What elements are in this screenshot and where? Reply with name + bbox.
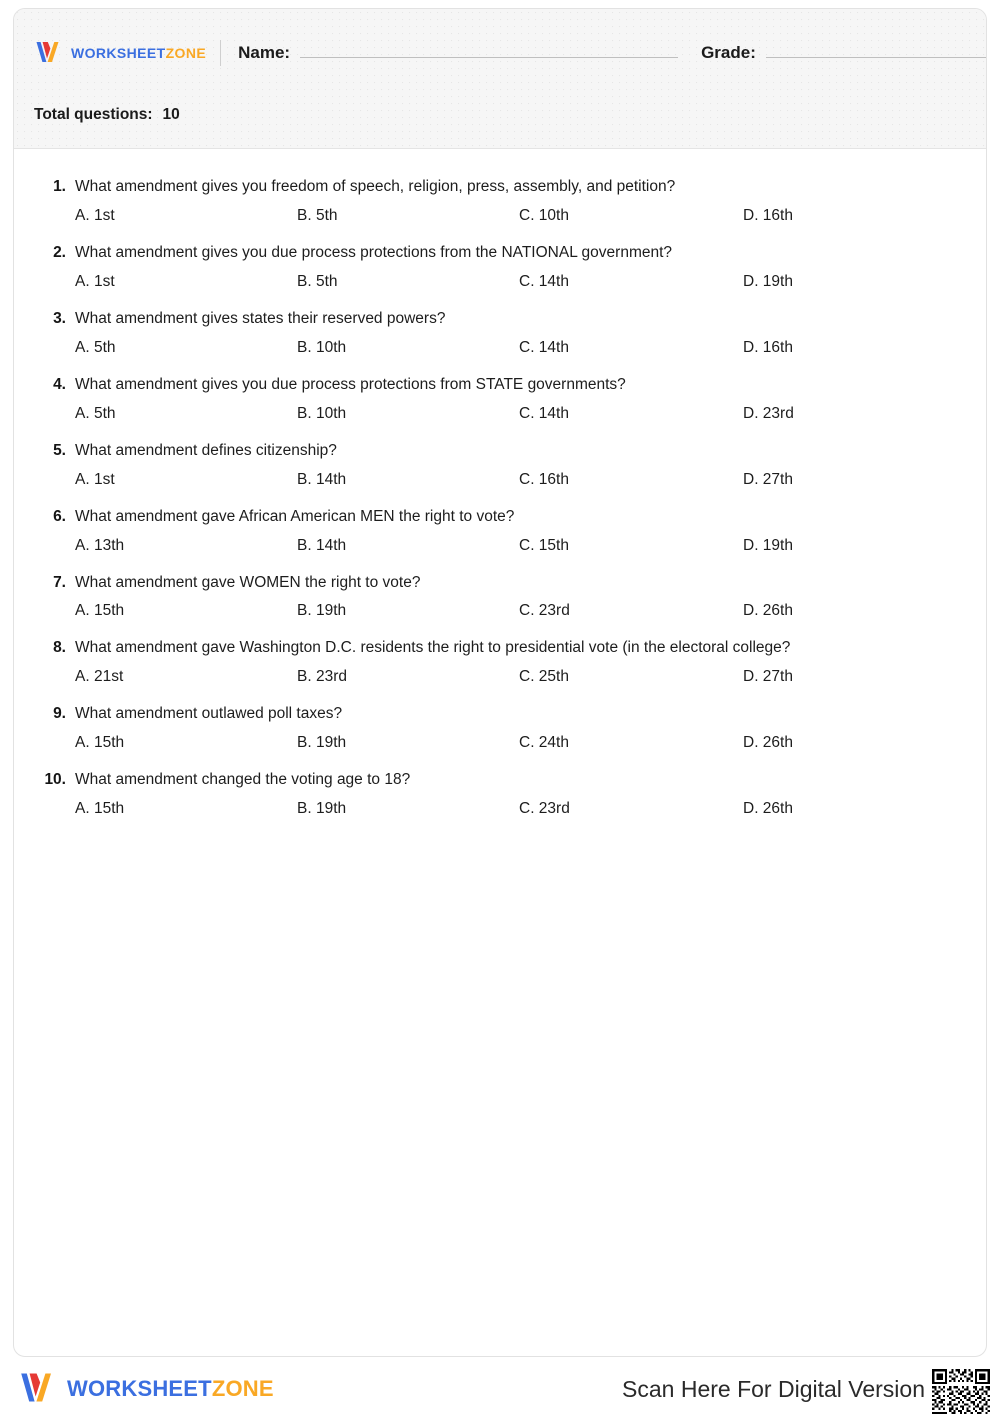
option-c[interactable]: C. 16th — [519, 470, 569, 488]
question-prompt — [34, 243, 966, 264]
brand-word-zone: ZONE — [211, 1375, 274, 1401]
brand-word-zone: ZONE — [165, 45, 207, 61]
questions-list — [14, 149, 986, 818]
option-d[interactable]: D. 16th — [743, 338, 793, 356]
option-d[interactable]: D. 26th — [743, 602, 793, 620]
option-b[interactable]: B. 14th — [297, 536, 347, 554]
question-text: What amendment outlawed poll taxes? — [75, 705, 343, 723]
question-text: What amendment gave African American MEN the right to vote? — [75, 507, 515, 525]
option-a[interactable]: A. 15th — [75, 734, 125, 752]
question-text: What amendment gives you due process protections from the NATIONAL government? — [75, 243, 673, 261]
question-number: 3. — [53, 309, 66, 327]
question-number: 10. — [44, 771, 66, 789]
worksheet-zone-logo-icon — [18, 1371, 58, 1406]
option-d[interactable]: D. 19th — [743, 272, 793, 290]
option-a[interactable]: A. 15th — [75, 602, 125, 620]
page-footer — [0, 1365, 1000, 1414]
option-b[interactable]: B. 10th — [297, 404, 347, 422]
question-text: What amendment defines citizenship? — [75, 441, 337, 459]
brand-wordmark-footer — [67, 1376, 274, 1402]
option-a[interactable]: A. 13th — [75, 536, 125, 554]
header-divider — [220, 40, 221, 66]
worksheet-zone-logo-icon — [34, 40, 64, 66]
scan-instruction-text: Scan Here For Digital Version — [622, 1376, 925, 1402]
total-questions — [34, 106, 180, 124]
option-c[interactable]: C. 24th — [519, 734, 569, 752]
option-c[interactable]: C. 10th — [519, 206, 569, 224]
option-c[interactable]: C. 14th — [519, 272, 569, 290]
worksheet-card — [13, 8, 987, 1357]
option-a[interactable]: A. 1st — [75, 272, 115, 290]
question-item — [34, 441, 966, 489]
question-number: 2. — [53, 243, 66, 261]
question-text: What amendment gave Washington D.C. residents the right to presidential vote (in the electoral college? — [75, 639, 791, 657]
option-b[interactable]: B. 23rd — [297, 668, 347, 686]
option-b[interactable]: B. 19th — [297, 734, 347, 752]
question-options — [34, 207, 966, 225]
option-b[interactable]: B. 19th — [297, 602, 347, 620]
question-prompt — [34, 309, 966, 330]
question-prompt — [34, 704, 966, 725]
question-item — [34, 573, 966, 621]
option-d[interactable]: D. 27th — [743, 668, 793, 686]
question-item — [34, 243, 966, 291]
option-a[interactable]: A. 1st — [75, 470, 115, 488]
option-b[interactable]: B. 19th — [297, 800, 347, 818]
option-a[interactable]: A. 21st — [75, 668, 124, 686]
question-text: What amendment changed the voting age to 18? — [75, 771, 411, 789]
option-d[interactable]: D. 27th — [743, 470, 793, 488]
option-b[interactable]: B. 5th — [297, 272, 338, 290]
question-text: What amendment gives you freedom of speech, religion, press, assembly, and petition? — [75, 178, 676, 195]
name-field[interactable] — [238, 43, 678, 63]
brand-word-worksheet: WORKSHEET — [71, 45, 166, 61]
question-number: 8. — [53, 639, 66, 657]
question-options — [34, 734, 966, 752]
brand-logo-header — [34, 40, 206, 66]
question-options — [34, 537, 966, 555]
question-item — [34, 375, 966, 423]
question-options — [34, 339, 966, 357]
question-prompt — [34, 375, 966, 396]
question-prompt — [34, 177, 966, 198]
question-number: 7. — [53, 573, 66, 591]
option-b[interactable]: B. 5th — [297, 206, 338, 224]
question-options — [34, 800, 966, 818]
grade-input-line[interactable] — [766, 57, 987, 58]
total-questions-label: Total questions: — [34, 106, 153, 123]
option-b[interactable]: B. 14th — [297, 470, 347, 488]
question-options — [34, 602, 966, 620]
grade-label: Grade: — [701, 43, 756, 62]
option-d[interactable]: D. 19th — [743, 536, 793, 554]
option-c[interactable]: C. 14th — [519, 404, 569, 422]
question-item — [34, 507, 966, 555]
question-options — [34, 405, 966, 423]
option-c[interactable]: C. 23rd — [519, 602, 570, 620]
option-c[interactable]: C. 23rd — [519, 800, 570, 818]
qr-code-icon[interactable] — [930, 1367, 992, 1414]
brand-wordmark-header — [71, 45, 206, 61]
question-text: What amendment gives states their reserved powers? — [75, 309, 446, 327]
question-item — [34, 770, 966, 818]
question-prompt — [34, 507, 966, 528]
option-a[interactable]: A. 5th — [75, 404, 116, 422]
brand-word-worksheet: WORKSHEET — [67, 1375, 212, 1401]
question-item — [34, 177, 966, 225]
name-input-line[interactable] — [300, 57, 678, 58]
option-d[interactable]: D. 26th — [743, 800, 793, 818]
question-prompt — [34, 638, 966, 659]
question-prompt — [34, 770, 966, 791]
question-prompt — [34, 573, 966, 594]
name-label: Name: — [238, 43, 291, 62]
option-a[interactable]: A. 1st — [75, 206, 115, 224]
question-number: 1. — [53, 178, 66, 195]
question-item — [34, 704, 966, 752]
question-number: 9. — [53, 705, 66, 723]
question-options — [34, 471, 966, 489]
option-d[interactable]: D. 26th — [743, 734, 793, 752]
question-number: 4. — [53, 375, 66, 393]
question-number: 6. — [53, 507, 66, 525]
question-text: What amendment gave WOMEN the right to vote? — [75, 573, 421, 591]
option-d[interactable]: D. 23rd — [743, 404, 794, 422]
question-item — [34, 638, 966, 686]
worksheet-header — [14, 9, 986, 149]
option-b[interactable]: B. 10th — [297, 338, 347, 356]
option-d[interactable]: D. 16th — [743, 206, 793, 224]
brand-logo-footer — [18, 1371, 274, 1406]
question-number: 5. — [53, 441, 66, 459]
option-a[interactable]: A. 15th — [75, 800, 125, 818]
grade-field[interactable] — [701, 43, 987, 63]
question-options — [34, 668, 966, 686]
header-row — [34, 31, 966, 75]
option-c[interactable]: C. 14th — [519, 338, 569, 356]
question-text: What amendment gives you due process protections from STATE governments? — [75, 375, 626, 393]
question-options — [34, 273, 966, 291]
option-a[interactable]: A. 5th — [75, 338, 116, 356]
option-c[interactable]: C. 25th — [519, 668, 569, 686]
option-c[interactable]: C. 15th — [519, 536, 569, 554]
question-item — [34, 309, 966, 357]
question-prompt — [34, 441, 966, 462]
total-questions-value: 10 — [162, 106, 180, 123]
